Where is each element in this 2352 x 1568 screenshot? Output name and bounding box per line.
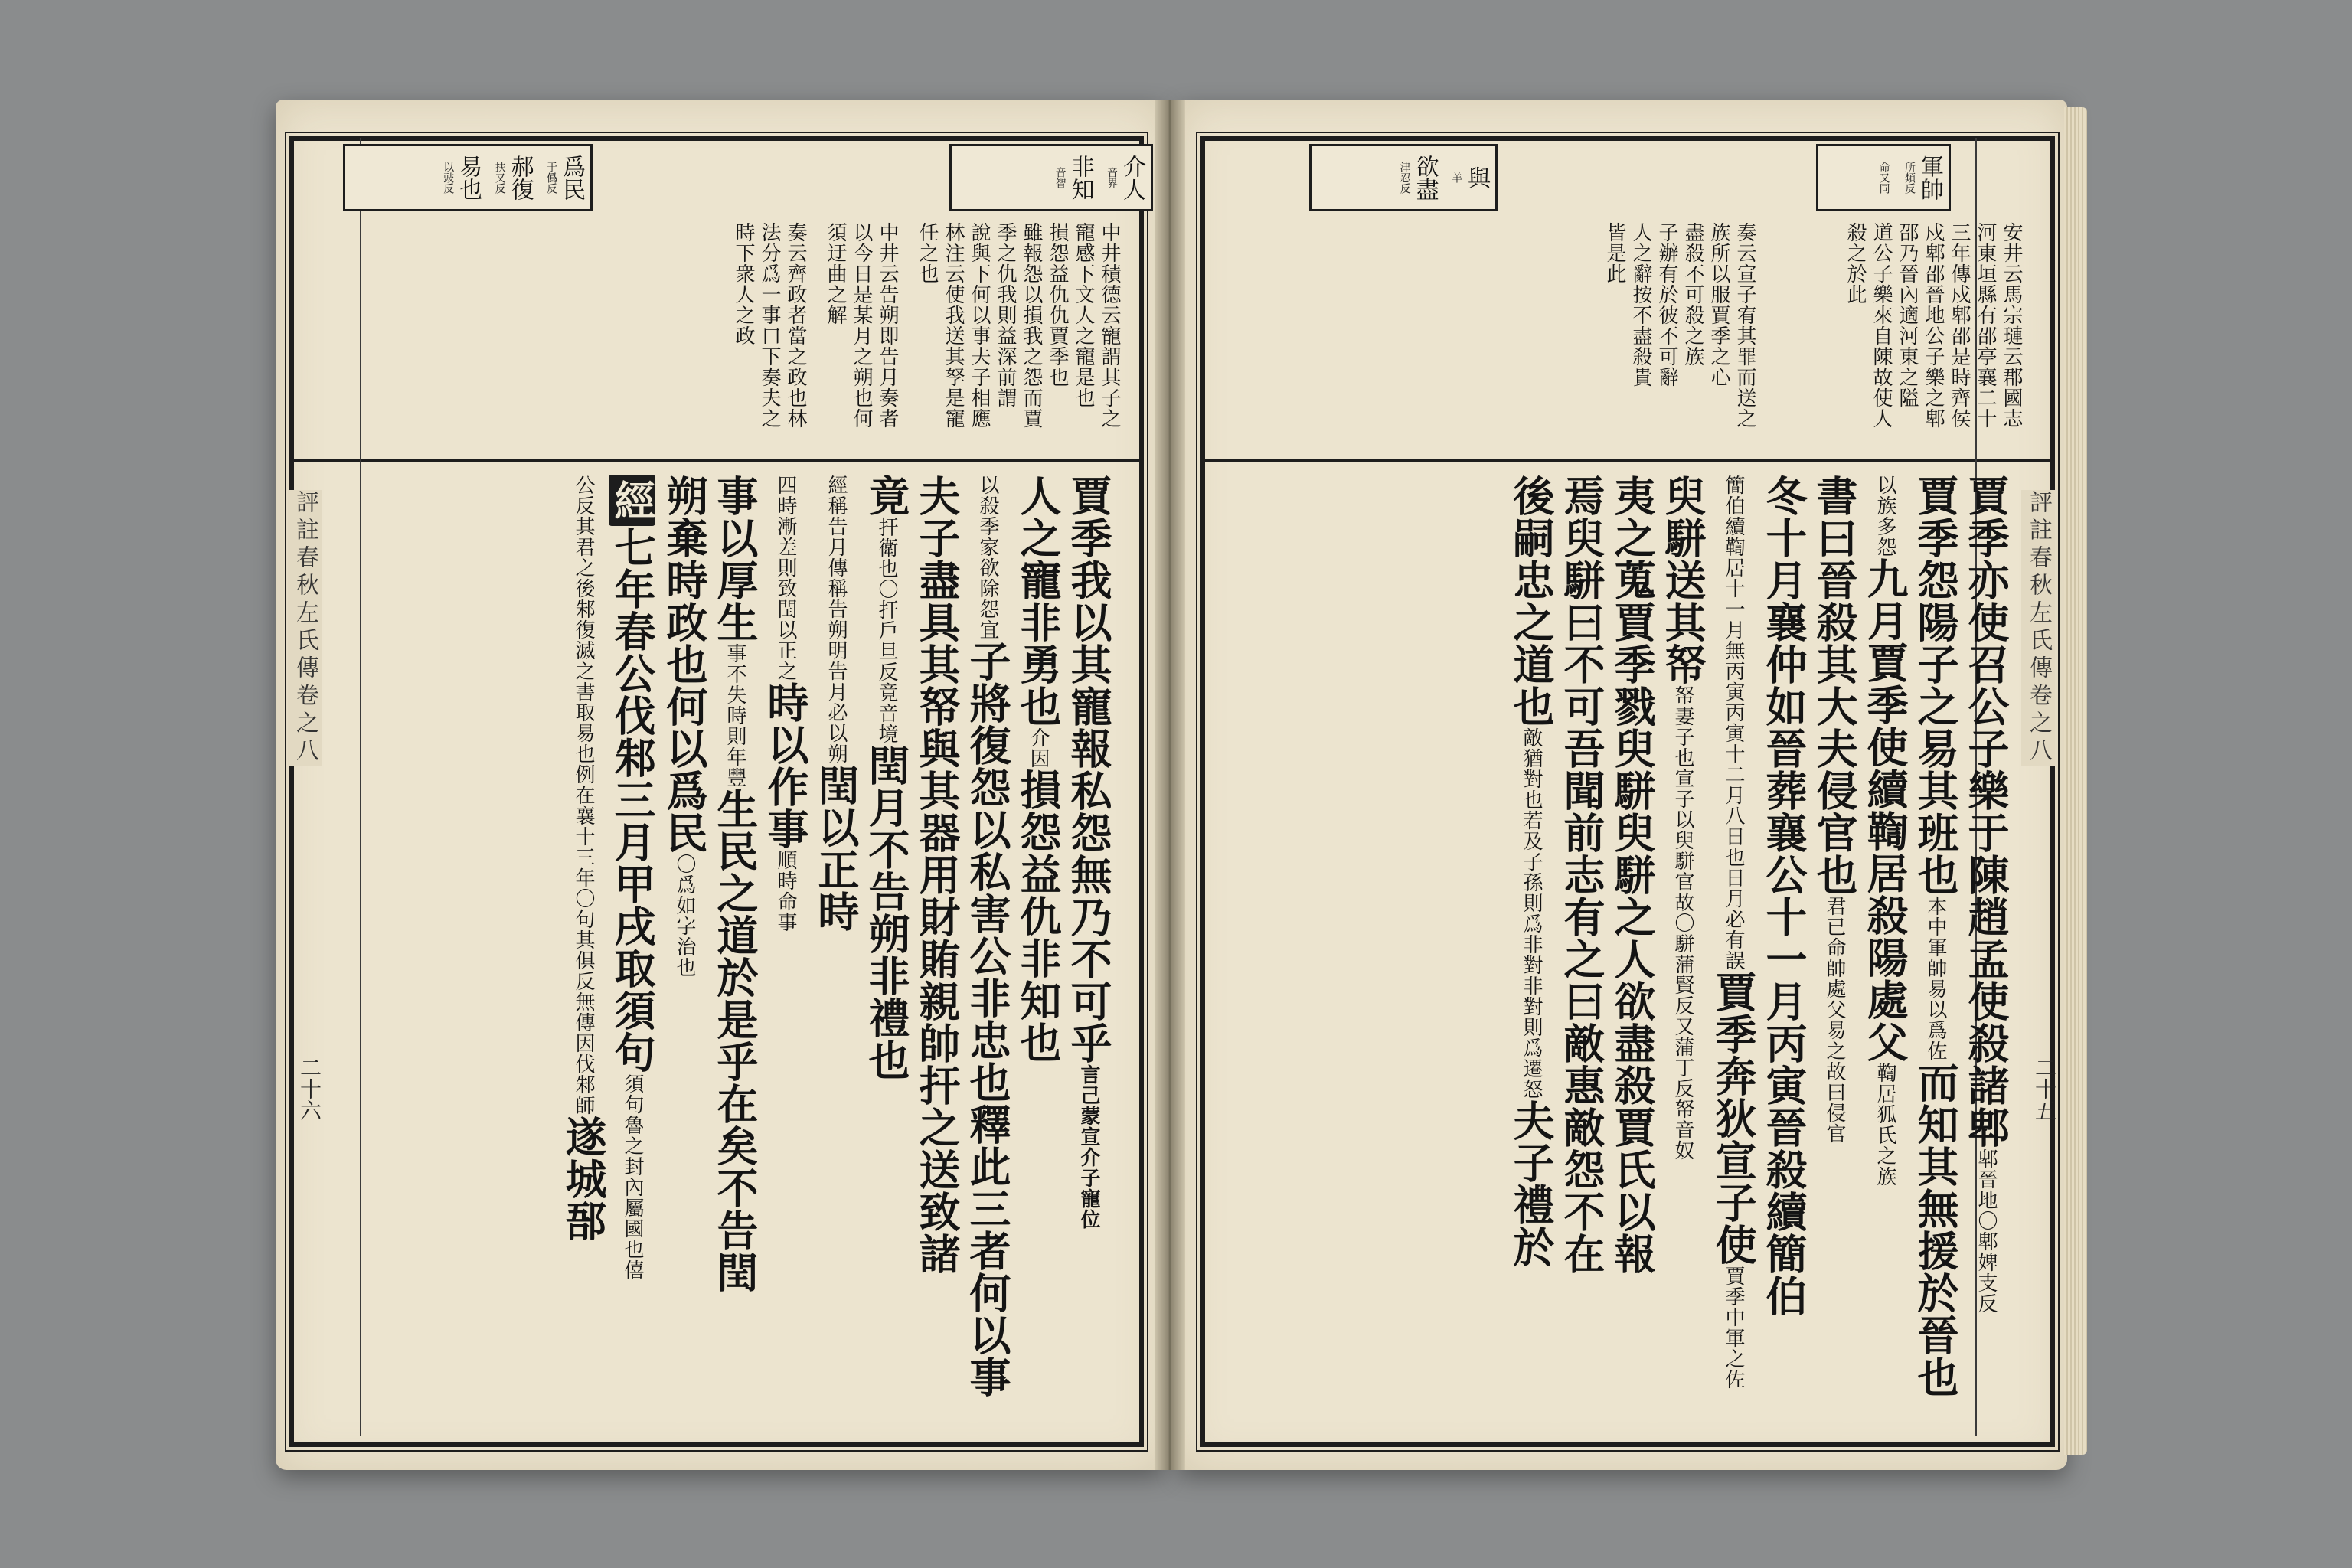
- commentary-line: 損怨益仇仇賈季也: [1046, 222, 1069, 387]
- folio-number: 二十六: [297, 1057, 322, 1121]
- commentary-line: 中井云告朔即告月奏者: [876, 222, 899, 429]
- gloss-entry: 命又同: [1877, 162, 1890, 194]
- page-edges: [2064, 107, 2087, 1455]
- main-text-column: 朔棄時政也何以爲民〇爲如字治也: [660, 475, 709, 978]
- commentary-line: 以今日是某月之朔也何: [850, 222, 873, 429]
- commentary-line: 說與下何以事夫子相應: [968, 222, 991, 429]
- main-text-column: 焉臾駢曰不可吾聞前志有之曰敵惠敵怨不在: [1557, 475, 1606, 1275]
- left-gloss-box: [343, 144, 593, 211]
- main-text-column: 賈季我以其寵報私怨無乃不可乎言己蒙宣介子寵位: [1064, 475, 1113, 1230]
- commentary-line: 邵乃晉內適河東之隘: [1896, 222, 1919, 408]
- commentary-line: 雖報怨以損我之怨而賈: [1020, 222, 1043, 429]
- main-text-column: 書曰晉殺其大夫侵官也君已命帥處父易之故曰侵官: [1810, 475, 1859, 1144]
- main-text-column: 經七年春公伐邾三月甲戌取須句須句魯之封內屬國也僖: [609, 475, 655, 1280]
- gloss-entry: 欲盡 津忍反: [1398, 155, 1439, 201]
- main-text-column: 人之寵非勇也介因損怨益仇非知也: [1014, 475, 1063, 1063]
- commentary-line: 三年傳戍郫邵是時齊侯: [1948, 222, 1971, 429]
- classic-text-badge: 經: [609, 475, 655, 526]
- main-text-column: 竟扞衛也〇扞戶旦反竟音境閏月不告朔非禮也: [862, 475, 911, 1081]
- gloss-entry: 郝復 扶又反: [493, 155, 534, 201]
- running-title: 評註春秋左氏傳卷之八: [288, 490, 322, 766]
- gloss-entry: 爲民 于僞反: [545, 155, 585, 201]
- running-title: 評註春秋左氏傳卷之八: [2021, 490, 2055, 766]
- folio-number: 二十五: [2032, 1057, 2057, 1121]
- commentary-line: 林注云使我送其孥是寵: [942, 222, 965, 429]
- main-text-column: 夷之蒐賈季戮臾駢臾駢之人欲盡殺賈氏以報: [1608, 475, 1657, 1275]
- main-text-column: 賈季亦使召公子樂于陳趙孟使殺諸郫郫晉地〇郫婢支反: [1962, 475, 2011, 1314]
- commentary-line: 皆是此: [1603, 222, 1626, 284]
- commentary-line: 須迂曲之解: [824, 222, 847, 325]
- main-text-column: 賈季怨陽子之易其班也本中軍帥易以爲佐而知其無援於晉也: [1911, 475, 1960, 1398]
- left-gloss-box-2: [949, 144, 1153, 211]
- commentary-line: 子辦有於彼不可辭: [1655, 222, 1678, 387]
- commentary-line: 奏云宣子宥其罪而送之: [1733, 222, 1756, 429]
- main-text-column: 臾駢送其帑帑妻子也宣子以臾駢官故〇駢蒲賢反又蒲丁反帑音奴: [1658, 475, 1707, 1161]
- right-gloss-box: [1309, 144, 1498, 211]
- main-text-column: 以族多怨九月賈季使續鞫居殺陽處父鞫居狐氏之族: [1860, 475, 1909, 1187]
- main-text-column: 經稱告月傳稱告朔明告月必以朔閏以正時: [812, 475, 861, 933]
- commentary-line: 殺之於此: [1844, 222, 1867, 305]
- left-edge-line: [360, 138, 361, 1436]
- commentary-line: 任之也: [916, 222, 939, 284]
- commentary-line: 人之辭按不盡殺貴: [1629, 222, 1652, 387]
- right-gloss-box-2: [1816, 144, 1951, 211]
- main-text-column: 後嗣忠之道也敵猶對也若及子孫則爲非對非對則爲遷怒夫子禮於: [1507, 475, 1556, 1268]
- commentary-line: 法分爲一事口下奏夫之: [758, 222, 781, 429]
- commentary-line: 寵感下文人之寵是也: [1072, 222, 1095, 408]
- main-text-column: 簡伯續鞫居十一月無丙寅丙寅十二月八日也日月必有誤賈季奔狄宣子使賈季中軍之佐: [1709, 475, 1758, 1390]
- commentary-line: 族所以服賈季之心: [1707, 222, 1730, 387]
- book-gutter: [1155, 100, 1185, 1470]
- gloss-entry: 軍帥 所類反: [1903, 155, 1943, 201]
- main-text-column: 四時漸差則致閏以正之時以作事順時命事: [761, 475, 810, 933]
- gloss-entry: 介人 音界: [1106, 155, 1145, 201]
- commentary-line: 盡殺不可殺之族: [1681, 222, 1704, 367]
- commentary-line: 道公子樂來自陳故使人: [1870, 222, 1893, 429]
- commentary-line: 河東垣縣有邵亭襄二十: [1974, 222, 1997, 429]
- commentary-line: 時下衆人之政: [732, 222, 755, 346]
- left-divider: [289, 459, 1139, 462]
- commentary-line: 中井積德云寵謂其子之: [1098, 222, 1121, 429]
- gloss-entry: 易也 以豉反: [442, 155, 482, 201]
- gloss-entry: 與 羊: [1450, 166, 1490, 189]
- right-divider: [1200, 459, 2050, 462]
- main-text-column: 夫子盡具其帑與其器用財賄親帥扞之送致諸: [913, 475, 962, 1275]
- main-text-column: 公反其君之後邾復滅之書取易也例在襄十三年〇句其俱反無傳因伐邾師遂城郚: [559, 475, 608, 1242]
- commentary-line: 戍郫邵晉地公子樂之郫: [1922, 222, 1945, 429]
- commentary-line: 季之仇我則益深前謂: [994, 222, 1017, 408]
- commentary-line: 安井云馬宗璉云郡國志: [2000, 222, 2023, 429]
- gloss-entry: 非知 音智: [1054, 155, 1094, 201]
- main-text-column: 以殺季家欲除怨宜子將復怨以私害公非忠也釋此三者何以事: [963, 475, 1012, 1398]
- main-text-column: 事以厚生事不失時則年豐生民之道於是乎在矣不告閏: [710, 475, 760, 1293]
- commentary-line: 奏云齊政者當之政也林: [784, 222, 807, 429]
- main-text-column: 冬十月襄仲如晉葬襄公十一月丙寅晉殺續簡伯: [1759, 475, 1808, 1317]
